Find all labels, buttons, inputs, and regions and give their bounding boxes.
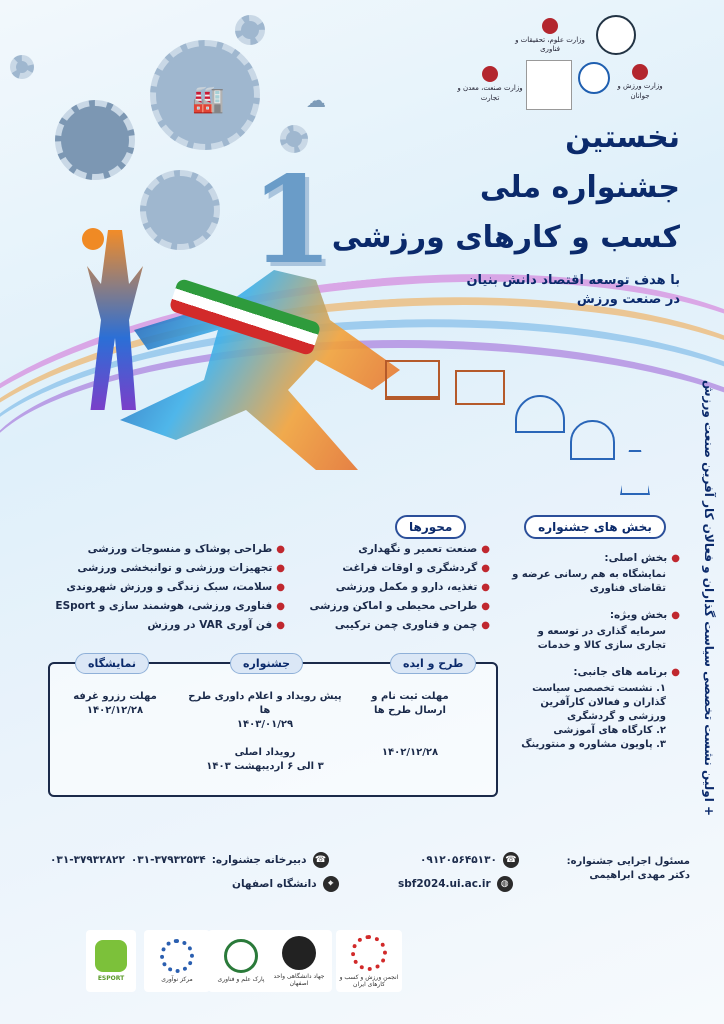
side-program-item: ۲. کارگاه های آموزشی	[553, 725, 666, 736]
axis-item: ● فن آوری VAR در ورزش	[45, 616, 285, 635]
sport-innovation-logo: انجمن ورزش و کسب و کارهای ایران	[336, 930, 402, 992]
main-event-label: رویداد اصلی	[234, 747, 296, 758]
website-contact[interactable]	[398, 876, 513, 892]
axis-item: ● تجهیزات ورزشی و توانبخشی ورزشی	[45, 559, 285, 578]
science-park-logo: پارک علم و فناوری	[208, 930, 274, 992]
bullet-icon: ●	[481, 601, 490, 612]
bullet-icon: ●	[671, 553, 680, 564]
bullet-icon: ●	[276, 601, 285, 612]
sport-federation-logo	[578, 62, 610, 94]
timeline-col2-title-wrap	[230, 652, 303, 674]
landmarks-illustration	[385, 355, 655, 505]
basketball-icon	[82, 228, 104, 250]
axis-item: ● سلامت، سبک زندگی و ورزش شهروندی	[45, 578, 285, 597]
gear-icon	[10, 55, 34, 79]
axes-title-wrap	[395, 515, 466, 539]
axes-title: محورها	[395, 515, 466, 539]
website-link[interactable]: sbf2024.ui.ac.ir	[398, 878, 491, 890]
jihad-logo: جهاد دانشگاهی واحد اصفهان	[266, 930, 332, 992]
registration-deadline: مهلت ثبت نام و ارسال طرح ها	[371, 691, 449, 716]
secretariat-phone1: ۰۳۱-۳۷۹۳۲۵۳۴	[130, 854, 206, 866]
pre-event-date: ۱۴۰۳/۰۱/۲۹	[236, 719, 294, 730]
factory-icon: 🏭	[192, 85, 225, 115]
booth-deadline: مهلت رزرو غرفه	[73, 691, 157, 702]
executive-name: دکتر مهدی ابراهیمی	[589, 870, 690, 881]
gear-icon	[55, 100, 135, 180]
side-programs-label: ● برنامه های جانبی:	[510, 663, 680, 682]
bullet-icon: ●	[671, 667, 680, 678]
timeline-col3	[60, 690, 170, 718]
bullet-icon: ●	[276, 544, 285, 555]
axis-item: ● چمن و فناوری چمن ترکیبی	[290, 616, 490, 635]
timeline-col1-title-wrap	[390, 652, 476, 674]
special-section-label: ● بخش ویژه:	[510, 606, 680, 625]
axis-item: ● گردشگری و اوقات فراغت	[290, 559, 490, 578]
axes-col-left	[45, 540, 285, 635]
gear-icon	[140, 170, 220, 250]
axis-item: ● فناوری ورزشی، هوشمند سازی و ESport	[45, 597, 285, 616]
bullet-icon: ●	[481, 563, 490, 574]
ministry-industry-logo: وزارت صنعت، معدن و تجارت	[455, 62, 525, 107]
university-name: دانشگاه اصفهان	[232, 878, 317, 890]
side-program-item: ۳. پاویون مشاوره و منتورینگ	[521, 739, 666, 750]
pre-event-text: پیش رویداد و اعلام داوری طرح ها	[188, 691, 342, 716]
main-event-date: ۳ الی ۶ اردیبهشت ۱۴۰۳	[206, 761, 324, 772]
location-contact	[232, 876, 339, 892]
bullet-icon: ●	[481, 582, 490, 593]
bullet-icon: ●	[276, 563, 285, 574]
side-program-item: ۱. نشست تخصصی سیاست گذاران و فعالان کارآفرین ورزشی و گردشگری	[532, 683, 666, 722]
phone-icon: ☎	[503, 852, 519, 868]
secretariat-label: دبیرخانه جشنواره:	[211, 854, 307, 866]
location-pin-icon: ⌖	[323, 876, 339, 892]
axis-item: ● طراحی محیطی و اماکن ورزشی	[290, 597, 490, 616]
ministry-sport-logo: وزارت ورزش و جوانان	[610, 60, 670, 105]
main-section-text: نمایشگاه به هم رسانی عرضه و تقاضای فناوری	[512, 569, 666, 594]
center-logo	[526, 60, 572, 110]
axes-col-right	[290, 540, 490, 635]
timeline-col3-title: نمایشگاه	[75, 653, 149, 674]
axis-item: ● صنعت تعمیر و نگهداری	[290, 540, 490, 559]
globe-icon: ◍	[497, 876, 513, 892]
edition-number: 1	[250, 150, 334, 291]
phone-icon: ☎	[313, 852, 329, 868]
executive-label: مسئول اجرایی جشنواره:	[566, 856, 690, 867]
axis-item: ● طراحی پوشاک و منسوجات ورزشی	[45, 540, 285, 559]
festival-sections	[510, 515, 680, 752]
mobile-number: ۰۹۱۲۰۵۶۴۵۱۳۰	[420, 854, 497, 866]
bullet-icon: ●	[276, 582, 285, 593]
executive-block	[560, 855, 690, 883]
esport-logo: ESPORT	[86, 930, 136, 992]
innovation-center-logo: مرکز نوآوری	[144, 930, 210, 992]
side-note: + اولین نشست تخصصی سیاست گذاران و فعالان کار آفرین صنعت ورزش	[702, 380, 716, 817]
secretariat-contact	[50, 852, 329, 868]
sections-title: بخش های جشنواره	[524, 515, 666, 539]
gear-icon	[280, 125, 308, 153]
timeline-col3-title-wrap	[75, 652, 149, 674]
registration-date: ۱۴۰۲/۱۲/۲۸	[381, 747, 439, 758]
title-line3: کسب و کارهای ورزشی	[331, 220, 680, 255]
special-section-text: سرمایه گذاری در توسعه و تجاری سازی کالا و خدمات	[537, 626, 666, 651]
axis-item: ● تغذیه، دارو و مکمل ورزشی	[290, 578, 490, 597]
university-isfahan-logo	[596, 15, 636, 55]
bullet-icon: ●	[671, 610, 680, 621]
timeline-col1-title: طرح و ایده	[390, 653, 476, 674]
timeline-col2-title: جشنواره	[230, 653, 303, 674]
cloud-icon: ☁	[306, 88, 326, 112]
bullet-icon: ●	[481, 620, 490, 631]
timeline-col1	[355, 690, 465, 760]
secretariat-phone2: ۰۳۱-۳۷۹۳۲۸۲۲	[50, 854, 125, 866]
booth-date: ۱۴۰۲/۱۲/۲۸	[86, 705, 144, 716]
subtitle-line1: با هدف توسعه اقتصاد دانش بنیان	[466, 273, 680, 288]
bullet-icon: ●	[481, 544, 490, 555]
bullet-icon: ●	[276, 620, 285, 631]
title-line1: نخستین	[565, 120, 680, 155]
ministry-science-logo: وزارت علوم، تحقیقات و فناوری	[510, 15, 590, 57]
subtitle-line2: در صنعت ورزش	[576, 292, 680, 307]
title-line2: جشنواره ملی	[479, 170, 680, 205]
main-section-label: ● بخش اصلی:	[510, 549, 680, 568]
gear-icon	[235, 15, 265, 45]
timeline-col2	[185, 690, 345, 774]
mobile-contact	[420, 852, 519, 868]
